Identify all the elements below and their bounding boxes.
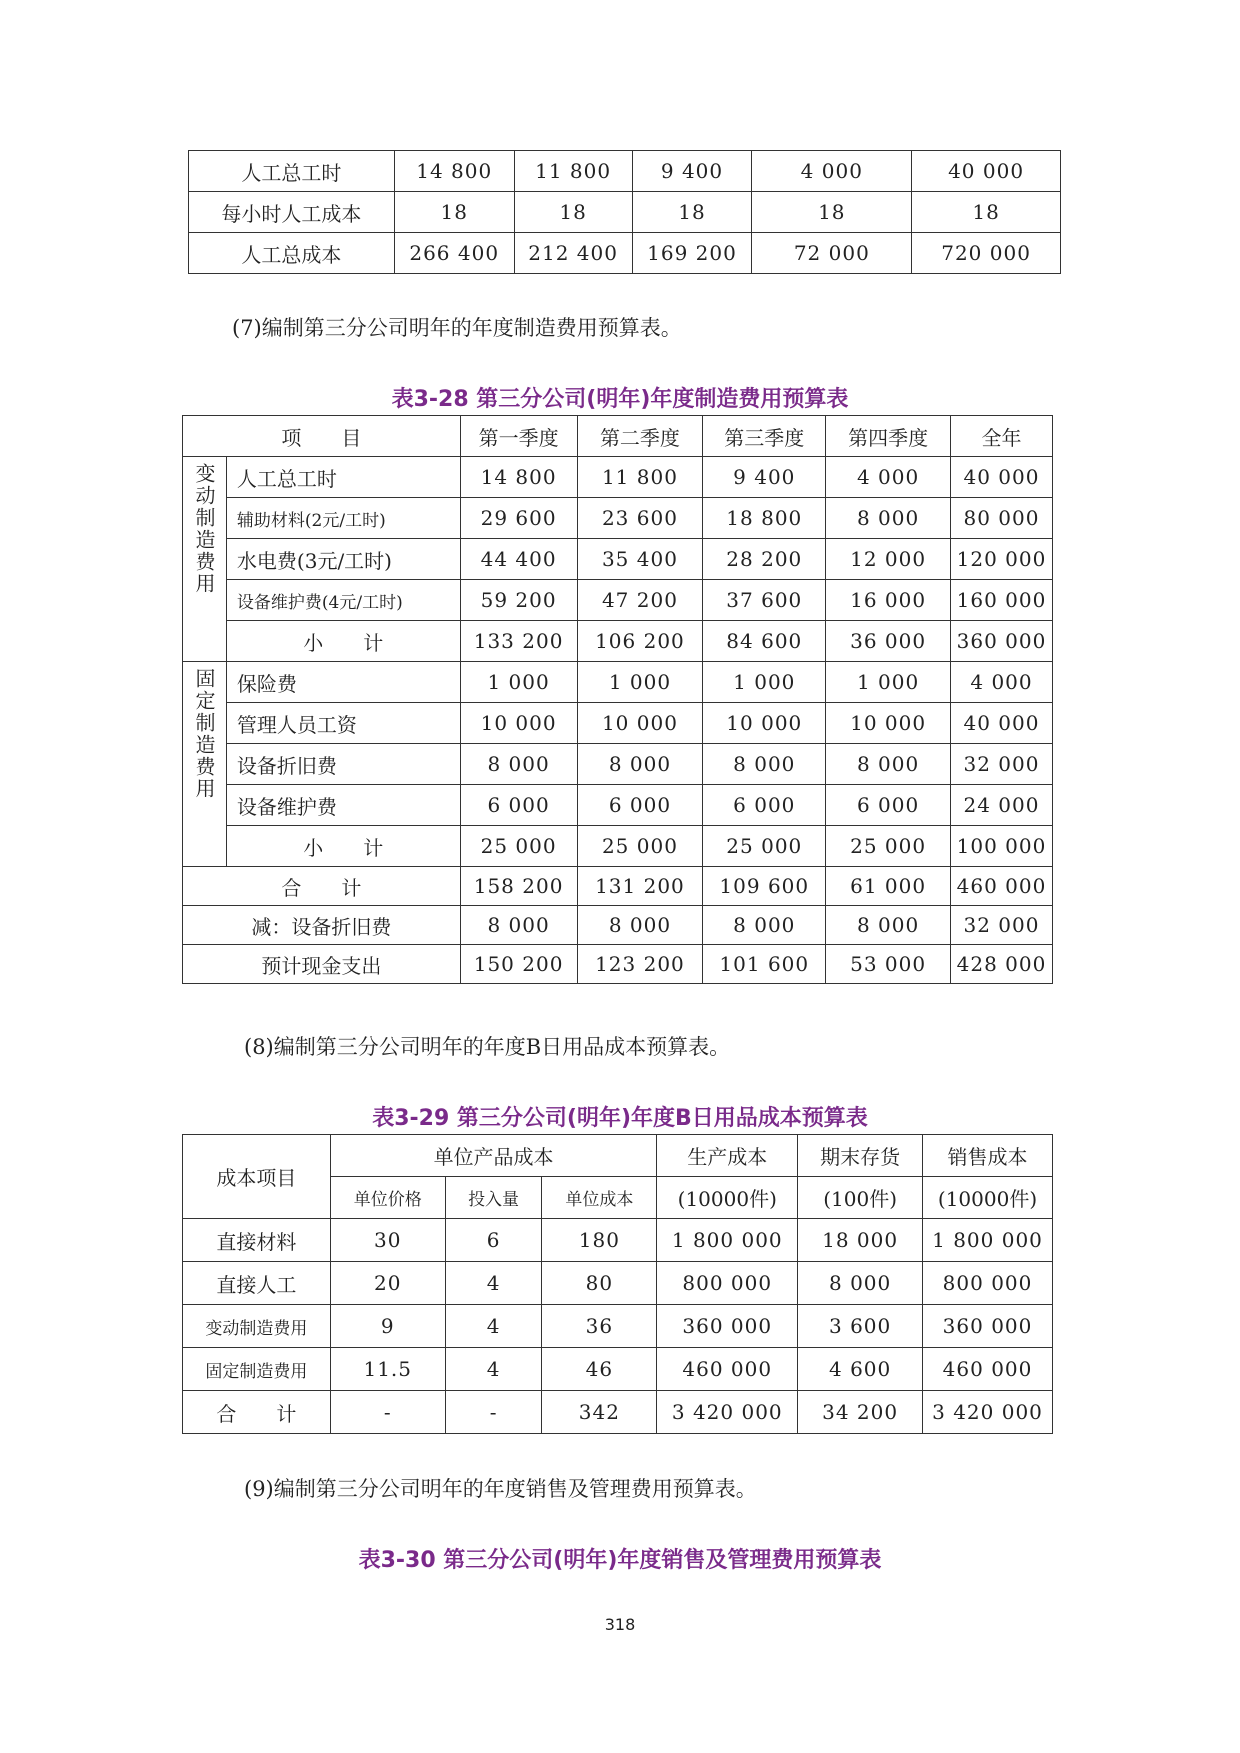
cell: 18 [912, 192, 1061, 233]
row-label: 小 计 [226, 826, 460, 867]
row-label: 人工总工时 [189, 151, 395, 192]
table-row [183, 826, 1053, 867]
cell: 360 000 [923, 1305, 1053, 1348]
cell: 24 000 [951, 785, 1053, 826]
cell: 46 [542, 1348, 657, 1391]
table-row [189, 151, 1061, 192]
table-row [183, 662, 1053, 703]
row-label: 设备维护费 [226, 785, 460, 826]
cell: 8 000 [798, 1262, 923, 1305]
table-row [183, 621, 1053, 662]
header-unit-cost: 单位成本 [542, 1177, 657, 1219]
cell: 10 000 [826, 703, 951, 744]
cell: 8 000 [826, 498, 951, 539]
cell: 1 000 [577, 662, 703, 703]
cell: 9 [330, 1305, 445, 1348]
cell: 100 000 [951, 826, 1053, 867]
header-production-sub: (10000件) [657, 1177, 798, 1219]
table-row [183, 498, 1053, 539]
cell: 123 200 [577, 945, 703, 984]
cell: 8 000 [703, 744, 826, 785]
cell: 6 000 [460, 785, 577, 826]
table-row [183, 539, 1053, 580]
cell: 6 000 [703, 785, 826, 826]
cell: 8 000 [460, 906, 577, 945]
header-q4: 第四季度 [826, 416, 951, 457]
group-variable [183, 457, 227, 662]
cell: 1 000 [460, 662, 577, 703]
cell: 8 000 [577, 906, 703, 945]
row-label: 直接材料 [183, 1219, 331, 1262]
cell: 101 600 [703, 945, 826, 984]
header-q2: 第二季度 [577, 416, 703, 457]
cell: 9 400 [632, 151, 752, 192]
header-q3: 第三季度 [703, 416, 826, 457]
cell: 342 [542, 1391, 657, 1434]
table-row [183, 580, 1053, 621]
row-label: 保险费 [226, 662, 460, 703]
row-label: 固定制造费用 [183, 1348, 331, 1391]
cell: 25 000 [460, 826, 577, 867]
cell: 10 000 [577, 703, 703, 744]
cell: 12 000 [826, 539, 951, 580]
cell: 61 000 [826, 867, 951, 906]
header-ending-sub: (100件) [798, 1177, 923, 1219]
cell: 36 [542, 1305, 657, 1348]
cell: 14 800 [460, 457, 577, 498]
cell: 360 000 [951, 621, 1053, 662]
caption-table-3-28: 表3-28 第三分公司(明年)年度制造费用预算表 [391, 387, 849, 412]
table-row [183, 1219, 1053, 1262]
cell: 266 400 [394, 233, 514, 274]
cell: 4 000 [826, 457, 951, 498]
cell: 80 000 [951, 498, 1053, 539]
cell: 4 [445, 1305, 542, 1348]
paragraph-9: (9)编制第三分公司明年的年度销售及管理费用预算表。 [244, 1477, 757, 1501]
labor-cost-table [188, 150, 1061, 274]
header-cost-item: 成本项目 [183, 1135, 331, 1219]
cell: 8 000 [826, 906, 951, 945]
cell: 109 600 [703, 867, 826, 906]
cell: 53 000 [826, 945, 951, 984]
cell: 11 800 [577, 457, 703, 498]
cell: 460 000 [657, 1348, 798, 1391]
row-label: 设备维护费(4元/工时) [226, 580, 460, 621]
cell: 1 800 000 [657, 1219, 798, 1262]
header-unit-price: 单位价格 [330, 1177, 445, 1219]
cell: 16 000 [826, 580, 951, 621]
cell: 360 000 [657, 1305, 798, 1348]
row-label: 人工总成本 [189, 233, 395, 274]
table-row [183, 785, 1053, 826]
table-row [183, 1348, 1053, 1391]
cell: 3 420 000 [657, 1391, 798, 1434]
cell: 1 000 [703, 662, 826, 703]
cell: 30 [330, 1219, 445, 1262]
cell: 25 000 [703, 826, 826, 867]
row-label: 合 计 [183, 867, 461, 906]
table-row [183, 1262, 1053, 1305]
header-ending-inventory: 期末存货 [798, 1135, 923, 1177]
header-year: 全年 [951, 416, 1053, 457]
header-q1: 第一季度 [460, 416, 577, 457]
cell: 14 800 [394, 151, 514, 192]
cell: 120 000 [951, 539, 1053, 580]
cell: 72 000 [752, 233, 912, 274]
cell: 1 800 000 [923, 1219, 1053, 1262]
cost-budget-table [182, 1134, 1053, 1434]
paragraph-7: (7)编制第三分公司明年的年度制造费用预算表。 [232, 316, 682, 340]
row-label: 设备折旧费 [226, 744, 460, 785]
cell: 158 200 [460, 867, 577, 906]
cell: 6 000 [826, 785, 951, 826]
cell: 29 600 [460, 498, 577, 539]
cell: 6 [445, 1219, 542, 1262]
cell: 20 [330, 1262, 445, 1305]
cell: 3 420 000 [923, 1391, 1053, 1434]
cell: 32 000 [951, 744, 1053, 785]
cell: 8 000 [460, 744, 577, 785]
cell: 34 200 [798, 1391, 923, 1434]
row-label: 减：设备折旧费 [183, 906, 461, 945]
cell: 150 200 [460, 945, 577, 984]
cell: 32 000 [951, 906, 1053, 945]
cell: 10 000 [703, 703, 826, 744]
cell: 8 000 [826, 744, 951, 785]
cell: 18 800 [703, 498, 826, 539]
table-row [183, 867, 1053, 906]
row-label: 管理人员工资 [226, 703, 460, 744]
table-row [189, 233, 1061, 274]
header-row [183, 1135, 1053, 1177]
header-input-qty: 投入量 [445, 1177, 542, 1219]
cell: - [445, 1391, 542, 1434]
cell: 169 200 [632, 233, 752, 274]
cell: 8 000 [703, 906, 826, 945]
cell: 460 000 [951, 867, 1053, 906]
table-row [183, 457, 1053, 498]
cell: 44 400 [460, 539, 577, 580]
row-label: 人工总工时 [226, 457, 460, 498]
cell: 212 400 [514, 233, 632, 274]
table-row [183, 1305, 1053, 1348]
cell: 47 200 [577, 580, 703, 621]
table-row [183, 703, 1053, 744]
row-label: 每小时人工成本 [189, 192, 395, 233]
table-row [183, 744, 1053, 785]
cell: 18 [514, 192, 632, 233]
cell: 18 000 [798, 1219, 923, 1262]
cell: 106 200 [577, 621, 703, 662]
cell: 4 000 [752, 151, 912, 192]
cell: 4 [445, 1262, 542, 1305]
group-label: 固定制造费用 [191, 668, 216, 800]
paragraph-8: (8)编制第三分公司明年的年度B日用品成本预算表。 [244, 1035, 731, 1059]
row-label: 辅助材料(2元/工时) [226, 498, 460, 539]
cell: 9 400 [703, 457, 826, 498]
cell: 800 000 [657, 1262, 798, 1305]
cell: 18 [752, 192, 912, 233]
cell: 35 400 [577, 539, 703, 580]
header-unit-cost-group: 单位产品成本 [330, 1135, 656, 1177]
cell: 18 [394, 192, 514, 233]
cell: 4 000 [951, 662, 1053, 703]
cell: 37 600 [703, 580, 826, 621]
cell: 4 [445, 1348, 542, 1391]
page-number: 318 [604, 1615, 636, 1634]
cell: 28 200 [703, 539, 826, 580]
table-row [183, 906, 1053, 945]
cell: 4 600 [798, 1348, 923, 1391]
cell: - [330, 1391, 445, 1434]
cell: 23 600 [577, 498, 703, 539]
cell: 84 600 [703, 621, 826, 662]
cell: 8 000 [577, 744, 703, 785]
row-label: 直接人工 [183, 1262, 331, 1305]
cell: 460 000 [923, 1348, 1053, 1391]
cell: 36 000 [826, 621, 951, 662]
cell: 133 200 [460, 621, 577, 662]
cell: 11.5 [330, 1348, 445, 1391]
header-row [183, 416, 1053, 457]
cell: 40 000 [912, 151, 1061, 192]
cell: 18 [632, 192, 752, 233]
row-label: 合 计 [183, 1391, 331, 1434]
cell: 40 000 [951, 457, 1053, 498]
cell: 25 000 [826, 826, 951, 867]
cell: 180 [542, 1219, 657, 1262]
header-production: 生产成本 [657, 1135, 798, 1177]
row-label: 水电费(3元/工时) [226, 539, 460, 580]
cell: 1 000 [826, 662, 951, 703]
cell: 40 000 [951, 703, 1053, 744]
cell: 6 000 [577, 785, 703, 826]
cell: 11 800 [514, 151, 632, 192]
row-label: 预计现金支出 [183, 945, 461, 984]
cell: 720 000 [912, 233, 1061, 274]
cell: 428 000 [951, 945, 1053, 984]
row-label: 小 计 [226, 621, 460, 662]
header-sales-cost: 销售成本 [923, 1135, 1053, 1177]
header-item: 项 目 [183, 416, 461, 457]
header-sales-sub: (10000件) [923, 1177, 1053, 1219]
cell: 160 000 [951, 580, 1053, 621]
row-label: 变动制造费用 [183, 1305, 331, 1348]
table-row [183, 1391, 1053, 1434]
group-label: 变动制造费用 [191, 463, 216, 595]
caption-table-3-29: 表3-29 第三分公司(明年)年度B日用品成本预算表 [372, 1106, 868, 1131]
cell: 25 000 [577, 826, 703, 867]
cell: 59 200 [460, 580, 577, 621]
cell: 131 200 [577, 867, 703, 906]
table-row [189, 192, 1061, 233]
cell: 3 600 [798, 1305, 923, 1348]
cell: 10 000 [460, 703, 577, 744]
cell: 80 [542, 1262, 657, 1305]
group-fixed [183, 662, 227, 867]
caption-table-3-30: 表3-30 第三分公司(明年)年度销售及管理费用预算表 [358, 1548, 882, 1573]
manufacturing-overhead-table [182, 415, 1053, 984]
cell: 800 000 [923, 1262, 1053, 1305]
table-row [183, 945, 1053, 984]
